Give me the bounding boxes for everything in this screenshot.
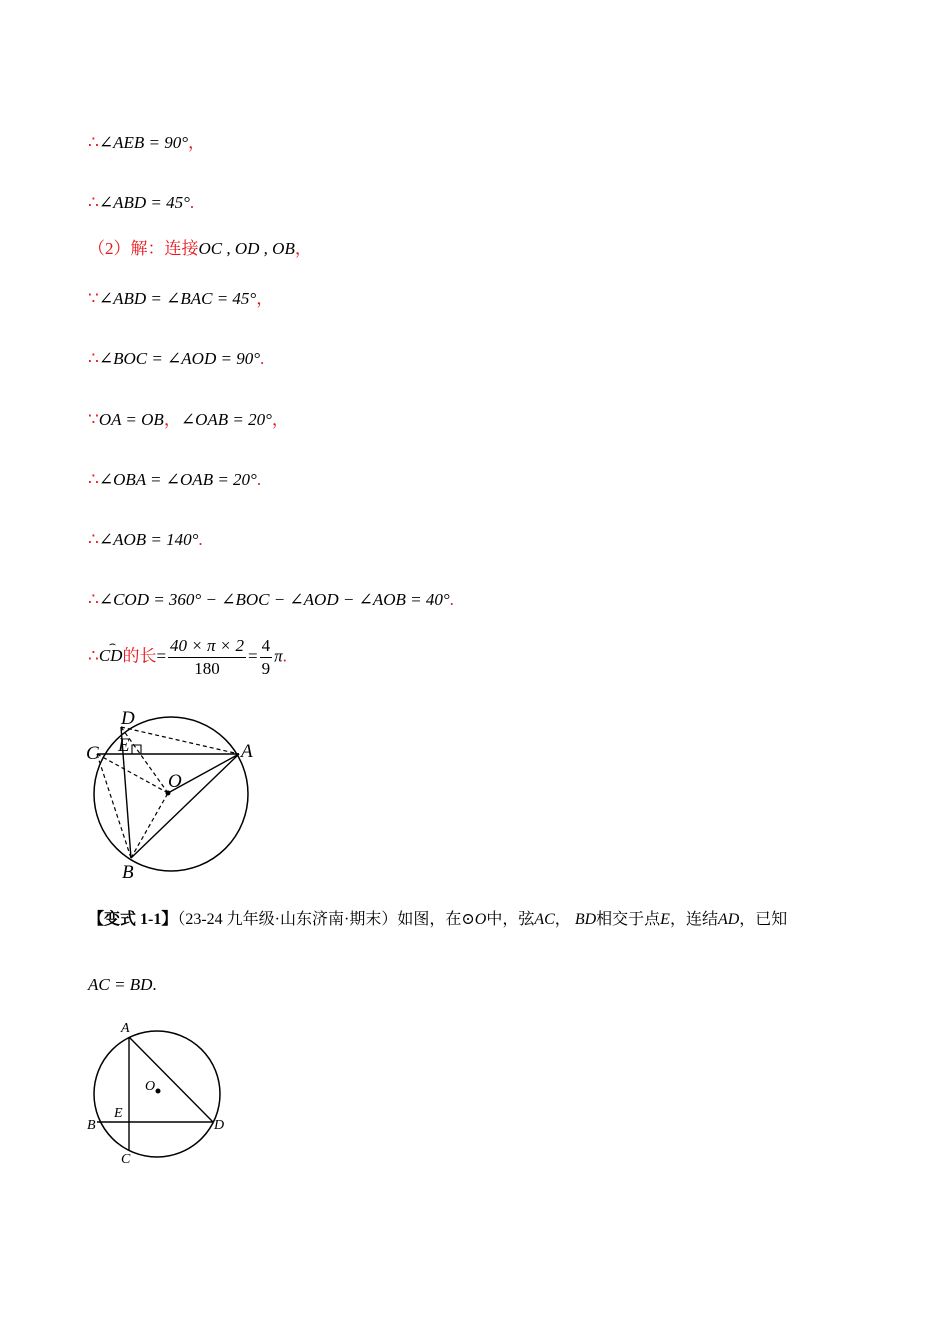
dashed-da (121, 727, 239, 754)
label-d: D (214, 1118, 225, 1133)
equals-sign: = (248, 646, 258, 666)
because-symbol: ∵ (88, 289, 99, 308)
problem-condition (88, 974, 157, 996)
problem-text: ，已知 (739, 911, 788, 928)
math-expression: AC = BD (88, 975, 153, 994)
fraction-denominator: 180 (194, 659, 220, 678)
therefore-symbol: ∴ (88, 193, 99, 212)
label-o: O (168, 771, 182, 792)
punctuation: . (282, 646, 287, 666)
punctuation: ， (256, 289, 274, 308)
arc-cd: ⌢ CD (99, 645, 123, 667)
dashed-bo (131, 793, 168, 858)
pi-symbol: π (274, 646, 283, 666)
fraction-numerator: 4 (260, 635, 273, 658)
punctuation: . (152, 975, 157, 994)
therefore-symbol: ∴ (88, 470, 99, 489)
label-b: B (122, 862, 134, 883)
fraction-1 (168, 635, 246, 680)
problem-source: （23-24 九年级·山东济南·期末） (177, 911, 398, 928)
problem-text: 如图，在 (397, 911, 462, 928)
problem-text: 相交于点 (596, 911, 661, 928)
therefore-symbol: ∴ (88, 133, 99, 152)
punctuation: . (198, 530, 203, 549)
punctuation: ， (188, 133, 205, 152)
therefore-symbol: ∴ (88, 530, 99, 549)
equals-sign: = (156, 646, 167, 666)
math-expression: ∠AEB = 90° (98, 133, 188, 152)
punctuation: . (189, 193, 195, 212)
fraction-2 (260, 635, 273, 680)
dashed-co (97, 754, 168, 793)
punctuation: ， (163, 410, 181, 429)
math-expression: ∠OBA = ∠OAB = 20° (98, 470, 257, 489)
math-expression: OA = OB (98, 410, 164, 429)
circle-symbol: ⊙ (461, 911, 475, 928)
label-d: D (121, 708, 135, 729)
solution-line-4 (88, 288, 273, 310)
label-e: E (118, 735, 130, 756)
chord-ba (131, 754, 239, 858)
dashed-cb (97, 754, 131, 858)
solution-line-7 (88, 469, 261, 491)
math-o: O (474, 911, 487, 928)
math-expression: OC , OD , OB (198, 239, 295, 258)
because-symbol: ∵ (88, 410, 99, 429)
fraction-denominator: 9 (261, 659, 271, 678)
part-2-intro: （2）解：连接 (88, 239, 199, 258)
punctuation: . (260, 349, 265, 368)
variant-tag: 【变式 1-1】 (88, 911, 178, 928)
center-dot (156, 1089, 161, 1094)
solution-line-1 (88, 132, 205, 154)
punctuation: . (449, 590, 454, 609)
label-o: O (145, 1079, 156, 1094)
math-bd: BD (574, 911, 597, 928)
figure-circle-1 (80, 700, 270, 885)
solution-line-5 (88, 348, 264, 370)
therefore-symbol: ∴ (88, 590, 99, 609)
label-e: E (114, 1106, 123, 1121)
solution-line-3 (88, 238, 312, 260)
math-ad: AD (717, 911, 740, 928)
punctuation: ， (271, 410, 289, 429)
solution-line-2 (88, 192, 194, 214)
label-c: C (121, 1152, 131, 1167)
fraction-numerator: 40 × π × 2 (168, 635, 246, 658)
solution-line-8 (88, 529, 203, 551)
math-e: E (660, 911, 670, 928)
solution-line-9 (88, 589, 454, 611)
math-expression: ∠BOC = ∠AOD = 90° (98, 349, 260, 368)
label-a: A (241, 741, 253, 762)
figure-circle-2 (82, 1015, 232, 1170)
punctuation: ， (294, 239, 312, 258)
problem-statement (88, 909, 787, 931)
math-expression-2: ∠OAB = 20° (180, 410, 272, 429)
math-expression: ∠ABD = 45° (98, 193, 190, 212)
problem-text: ，连结 (669, 911, 718, 928)
math-expression: ∠ABD = ∠BAC = 45° (98, 289, 257, 308)
math-ac: AC (534, 911, 555, 928)
circle-o (94, 1031, 220, 1157)
punctuation: ， (554, 911, 571, 928)
label-b: B (87, 1118, 96, 1133)
therefore-symbol: ∴ (88, 646, 99, 666)
solution-line-6 (88, 409, 289, 431)
math-expression: ∠AOB = 140° (98, 530, 199, 549)
math-expression: ∠COD = 360° − ∠BOC − ∠AOD − ∠AOB = 40° (98, 590, 450, 609)
solution-line-10 (88, 635, 287, 680)
problem-text: 中，弦 (486, 911, 535, 928)
therefore-symbol: ∴ (88, 349, 99, 368)
label-a: A (121, 1021, 130, 1036)
segment-ad (129, 1037, 213, 1122)
punctuation: . (256, 470, 262, 489)
arc-length-label: 的长 (122, 646, 157, 666)
label-c: C (86, 743, 99, 764)
